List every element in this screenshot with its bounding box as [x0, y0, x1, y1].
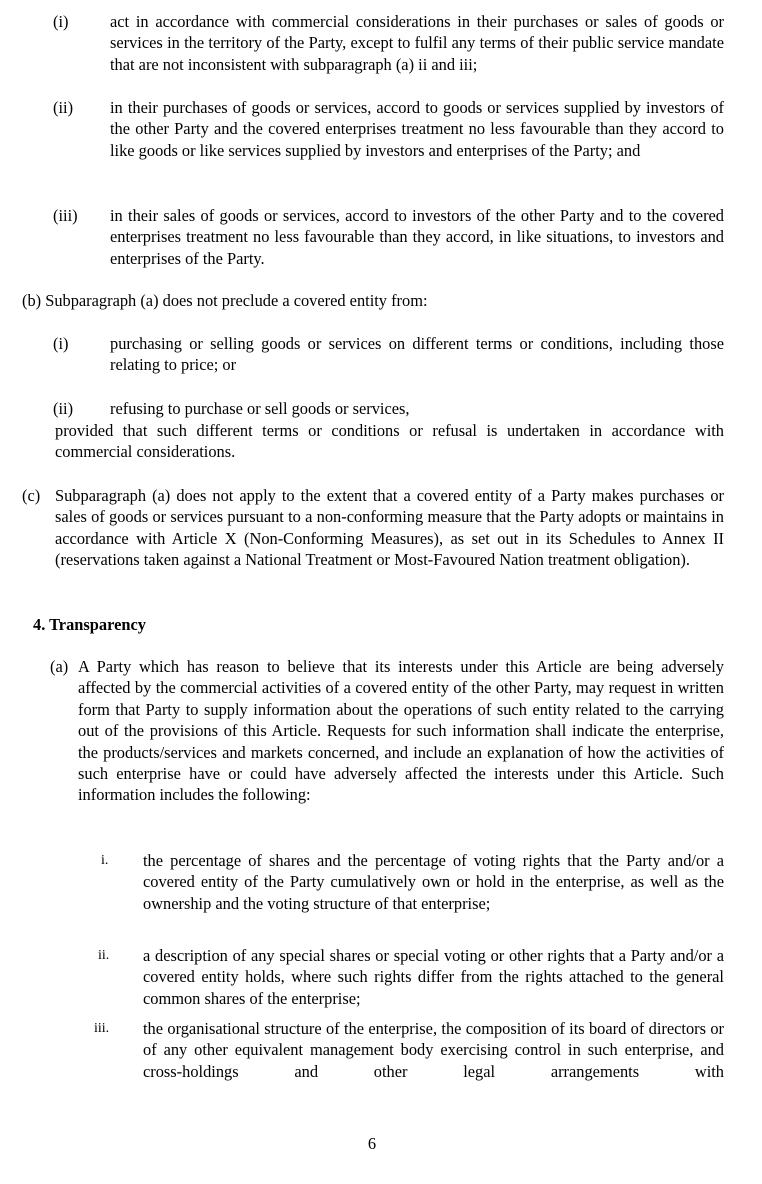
page-number: 6	[367, 1134, 377, 1153]
list-item-4a-ii	[0, 945, 762, 1011]
clause-number: (i)	[53, 12, 69, 31]
clause-4a	[0, 656, 762, 831]
list-text: the percentage of shares and the percentage of voting rights that the Party and/or a covered entity of the Party cumulatively own or hold in the enterprise, as well as the ownership and the voting structure of that enterprise;	[143, 851, 724, 913]
clause-number: (iii)	[53, 206, 78, 225]
list-item-4a-iii	[0, 1018, 762, 1084]
clause-text: purchasing or selling goods or services on different terms or conditions, including those relating to price; or	[110, 334, 724, 375]
clause-3a-iii	[0, 205, 762, 271]
clause-label: (c)	[22, 486, 41, 505]
clause-text: A Party which has reason to believe that its interests under this Article are being adversely affected by the commercial activities of a covered entity of the other Party, may request in written form that Party to supply information about the operations of such entity related to the carrying out of the provisions of this Article. Requests for such information shall indicate the enterprise, the products/services and markets concerned, and include an explanation of how the activities of such enterprise have or could have adversely affected the interests under this Article. Such information includes the following:	[78, 657, 724, 805]
list-number: iii.	[94, 1021, 110, 1036]
list-number: i.	[101, 853, 109, 868]
clause-text: Subparagraph (a) does not apply to the extent that a covered entity of a Party makes purchases or sales of goods or services pursuant to a non-conforming measure that the Party adopts or maintains in accordance with Article X (Non-Conforming Measures), as set out in its Schedules to Annex II (reservations taken against a National Treatment or Most-Favoured Nation treatment obligation).	[55, 486, 724, 570]
list-text: the organisational structure of the enterprise, the composition of its board of directors or of any other equivalent management body exercising control in such enterprise, and cross-holdings and other legal arrangements with	[143, 1019, 724, 1081]
list-text: a description of any special shares or special voting or other rights that a Party and/or a covered entity holds, where such rights differ from the rights attached to the general common shares of the enterprise;	[143, 946, 724, 1008]
clause-3b-intro: (b) Subparagraph (a) does not preclude a covered entity from:	[22, 291, 428, 310]
clause-label: (a)	[50, 657, 69, 676]
clause-3b-ii	[0, 398, 762, 420]
clause-3a-ii	[0, 97, 762, 185]
clause-text: in their purchases of goods or services, accord to goods or services supplied by investors of the other Party and the covered enterprises treatment no less favourable than they accord to like goods or like services supplied by investors and enterprises of the Party; and	[110, 98, 724, 160]
section-heading-transparency: 4. Transparency	[33, 615, 146, 634]
clause-3b-proviso: provided that such different terms or conditions or refusal is undertaken in accordance with commercial considerations.	[55, 421, 724, 462]
list-item-4a-i	[0, 850, 762, 938]
clause-text: in their sales of goods or services, accord to investors of the other Party and to the covered enterprises treatment no less favourable than they accord, in like situations, to investors and enterprises of the Party.	[110, 206, 724, 268]
clause-number: (ii)	[53, 98, 74, 117]
clause-text: act in accordance with commercial considerations in their purchases or sales of goods or services in the territory of the Party, except to fulfil any terms of their public service mandate that are not inconsistent with subparagraph (a) ii and iii;	[110, 12, 724, 74]
clause-number: (i)	[53, 334, 69, 353]
clause-3b-i	[0, 333, 762, 377]
clause-3a-i	[0, 11, 762, 77]
clause-text: refusing to purchase or sell goods or services,	[110, 399, 410, 418]
list-number: ii.	[98, 948, 110, 963]
clause-number: (ii)	[53, 399, 74, 418]
clause-3c	[0, 485, 762, 593]
